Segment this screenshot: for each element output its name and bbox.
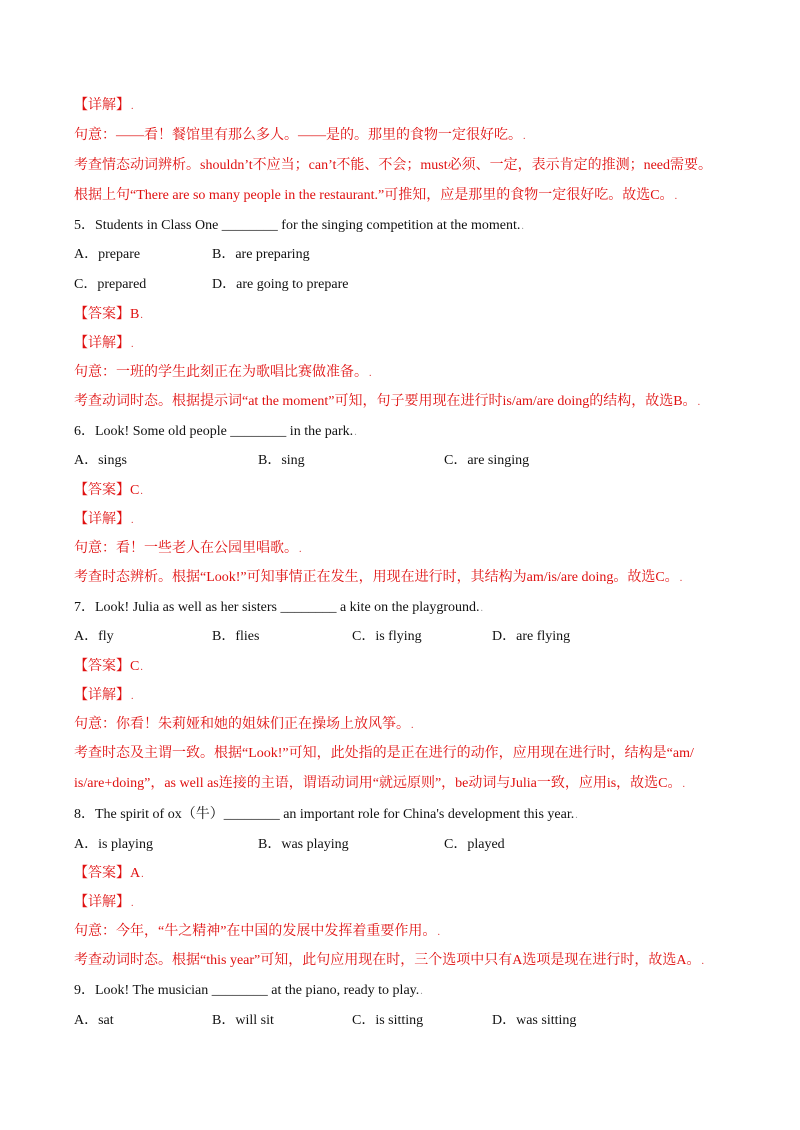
q7-meaning: 句意：你看！朱莉娅和她的姐妹们正在操场上放风筝。.: [74, 717, 414, 732]
q7-detail-label: 【详解】.: [74, 688, 134, 703]
q6-option-a: A．sings: [74, 453, 127, 468]
q9-option-a: A．sat: [74, 1013, 114, 1028]
q5-stem: 5．Students in Class One ________ for the singing competition at the moment..: [74, 218, 524, 233]
q5-option-b: B．are preparing: [212, 247, 310, 262]
q5-answer: 【答案】B.: [74, 307, 143, 322]
q8-stem: 8．The spirit of ox（牛）________ an important role for China's development this year..: [74, 807, 578, 822]
q6-stem: 6．Look! Some old people ________ in the park..: [74, 424, 357, 439]
q7-option-c: C．is flying: [352, 629, 422, 644]
q6-detail-label: 【详解】.: [74, 512, 134, 527]
q5-option-d: D．are going to prepare: [212, 277, 349, 292]
q7-option-b: B．flies: [212, 629, 260, 644]
q6-option-b: B．sing: [258, 453, 305, 468]
q7-analysis-1: 考查时态及主谓一致。根据“Look!”可知，此处指的是正在进行的动作，应用现在进行时，结构是“am/: [74, 746, 694, 761]
q8-detail-label: 【详解】.: [74, 895, 134, 910]
q7-option-d: D．are flying: [492, 629, 571, 644]
q7-answer: 【答案】C.: [74, 659, 143, 674]
q5-option-a: A．prepare: [74, 247, 141, 262]
q8-option-b: B．was playing: [258, 837, 349, 852]
q8-option-a: A．is playing: [74, 837, 153, 852]
q5-meaning: 句意：一班的学生此刻正在为歌唱比赛做准备。.: [74, 365, 372, 380]
q8-option-c: C．played: [444, 837, 505, 852]
q8-meaning: 句意：今年，“牛之精神”在中国的发展中发挥着重要作用。.: [74, 924, 440, 939]
q5-detail-label: 【详解】.: [74, 336, 134, 351]
q4-analysis-1: 考查情态动词辨析。shouldn’t不应当；can’t不能、不会；must必须、一定，表示肯定的推测；need需要。: [74, 158, 713, 173]
q9-option-c: C．is sitting: [352, 1013, 424, 1028]
q4-meaning: 句意：——看！餐馆里有那么多人。——是的。那里的食物一定很好吃。.: [74, 128, 526, 143]
q5-option-c: C．prepared: [74, 277, 147, 292]
q5-analysis: 考查动词时态。根据提示词“at the moment”可知，句子要用现在进行时is/am/are doing的结构，故选B。.: [74, 394, 701, 409]
q9-option-b: B．will sit: [212, 1013, 274, 1028]
q9-stem: 9．Look! The musician ________ at the piano, ready to play..: [74, 983, 423, 998]
q7-analysis-2: is/are+doing”，as well as连接的主语，谓语动词用“就远原则”，be动词与Julia一致，应用is，故选C。.: [74, 776, 686, 791]
q6-meaning: 句意：看！一些老人在公园里唱歌。.: [74, 541, 302, 556]
q7-stem: 7．Look! Julia as well as her sisters ________ a kite on the playground..: [74, 600, 484, 615]
q7-option-a: A．fly: [74, 629, 114, 644]
q4-detail-label: 【详解】.: [74, 98, 134, 113]
q6-option-c: C．are singing: [444, 453, 530, 468]
q8-analysis: 考查动词时态。根据“this year”可知，此句应用现在时，三个选项中只有A选项是现在进行时，故选A。.: [74, 953, 704, 968]
q6-answer: 【答案】C.: [74, 483, 143, 498]
q6-analysis: 考查时态辨析。根据“Look!”可知事情正在发生，用现在进行时，其结构为am/is/are doing。故选C。.: [74, 570, 683, 585]
q8-answer: 【答案】A.: [74, 866, 144, 881]
q4-analysis-2: 根据上句“There are so many people in the restaurant.”可推知，应是那里的食物一定很好吃。故选C。.: [74, 188, 678, 203]
q9-option-d: D．was sitting: [492, 1013, 577, 1028]
